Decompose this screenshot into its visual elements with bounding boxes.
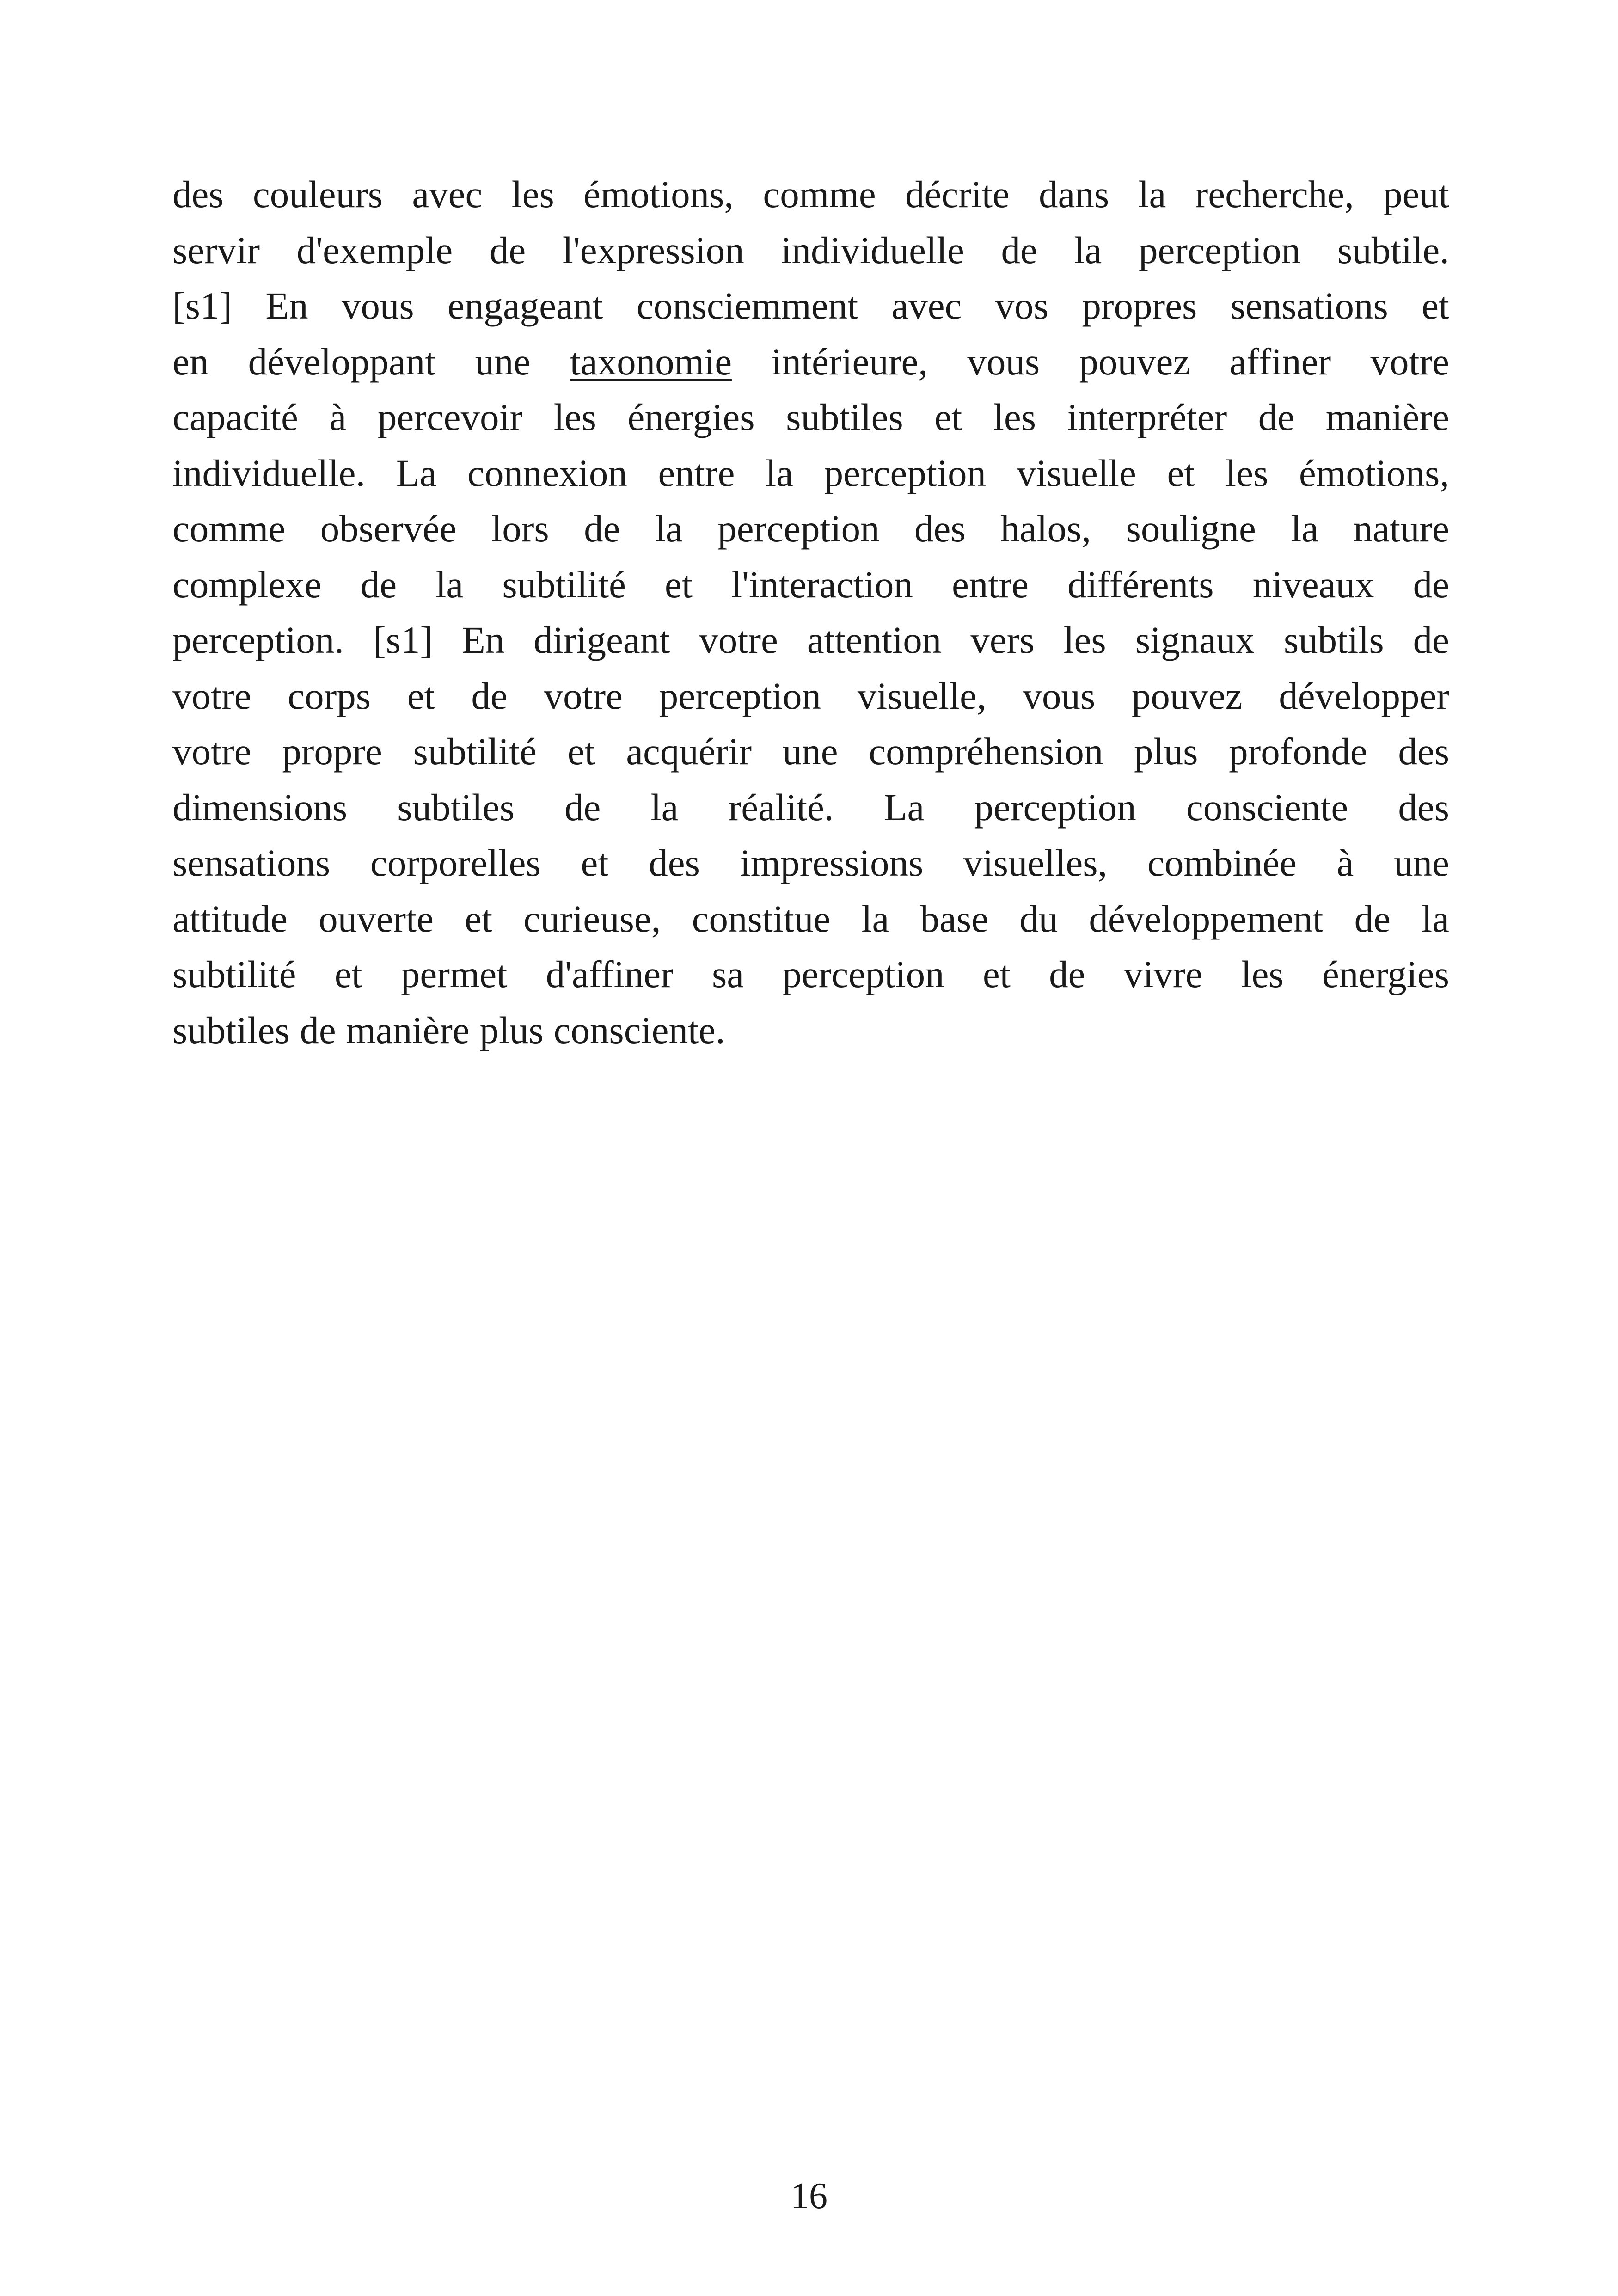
text-line: servir d'exemple de l'expression individuelle de la perception subtile. <box>172 228 1449 271</box>
text-segment: en développant une <box>172 340 570 383</box>
text-segment: intérieure, vous pouvez affiner votre <box>732 340 1450 383</box>
body-paragraph <box>172 166 1449 1058</box>
text-line: subtilité et permet d'affiner sa perception et de vivre les énergies <box>172 953 1449 995</box>
text-line: subtiles de manière plus consciente. <box>172 1008 725 1051</box>
text-line: capacité à percevoir les énergies subtiles et les interpréter de manière <box>172 396 1449 438</box>
underlined-term: taxonomie <box>570 340 732 383</box>
text-line: perception. [s1] En dirigeant votre attention vers les signaux subtils de <box>172 619 1449 661</box>
page-number: 16 <box>791 2176 827 2216</box>
text-line: sensations corporelles et des impressions visuelles, combinée à une <box>172 841 1449 884</box>
text-line: votre corps et de votre perception visuelle, vous pouvez développer <box>172 674 1449 717</box>
text-line: individuelle. La connexion entre la perception visuelle et les émotions, <box>172 451 1449 494</box>
text-line: complexe de la subtilité et l'interaction entre différents niveaux de <box>172 563 1449 606</box>
text-line <box>172 334 1449 390</box>
text-line: [s1] En vous engageant consciemment avec vos propres sensations et <box>172 284 1449 327</box>
text-line: attitude ouverte et curieuse, constitue la base du développement de la <box>172 897 1449 940</box>
text-line: des couleurs avec les émotions, comme décrite dans la recherche, peut <box>172 173 1449 215</box>
text-line: dimensions subtiles de la réalité. La perception consciente des <box>172 786 1449 829</box>
text-line: votre propre subtilité et acquérir une compréhension plus profonde des <box>172 730 1449 773</box>
text-line: comme observée lors de la perception des halos, souligne la nature <box>172 507 1449 550</box>
